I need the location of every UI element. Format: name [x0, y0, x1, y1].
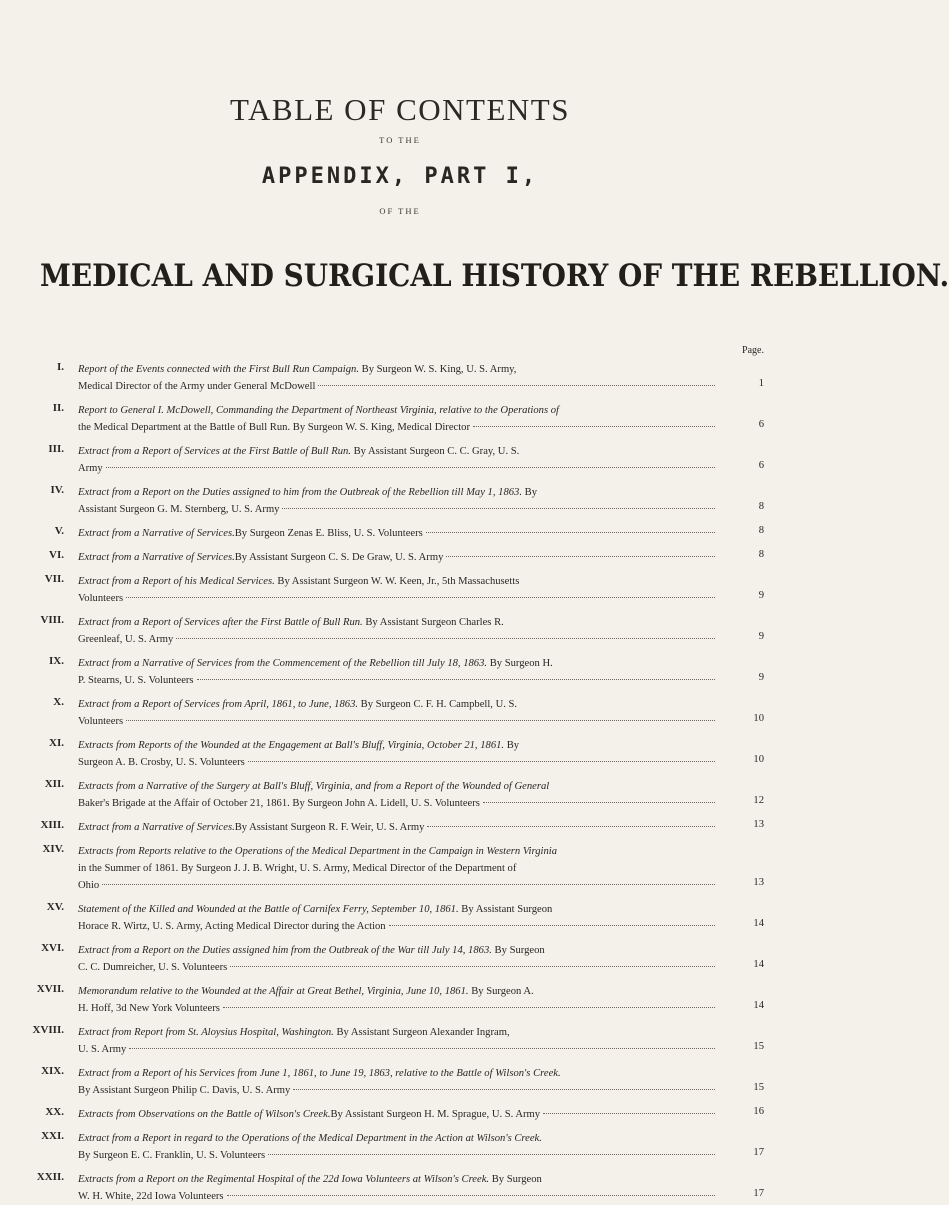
toc-entry-page-number: 15 — [753, 1041, 764, 1052]
toc-entry-last-line: Horace R. Wirtz, U. S. Army, Acting Medical Director during the Action — [78, 921, 386, 932]
toc-entry-title: Extracts from Observations on the Battle of Wilson's Creek. — [78, 1109, 331, 1120]
dot-leader — [176, 638, 715, 639]
dot-leader — [227, 1195, 715, 1196]
toc-entry-author: By Assistant Surgeon Charles R. — [362, 617, 504, 628]
toc-entry-text — [78, 1171, 718, 1205]
toc-entry-title: Extract from a Narrative of Services from the Commencement of the Rebellion till July 18, 1863. — [78, 658, 488, 669]
toc-entry-page-number: 10 — [753, 713, 764, 724]
page-column-label: Page. — [742, 345, 764, 356]
toc-entry-continuation: in the Summer of 1861. By Surgeon J. J. B. Wright, U. S. Army, Medical Director of the Department of — [78, 863, 517, 874]
toc-entry-text — [78, 1130, 718, 1164]
toc-entry-author: By Assistant Surgeon R. F. Weir, U. S. Army — [234, 822, 425, 833]
dot-leader — [197, 679, 715, 680]
dot-leader — [282, 508, 715, 509]
dot-leader — [126, 597, 715, 598]
toc-entry-title: Extract from a Narrative of Services. — [78, 552, 235, 563]
toc-entry-title: Extracts from a Narrative of the Surgery at Ball's Bluff, Virginia, and from a Report of the Wounded of General — [78, 781, 550, 792]
toc-entry-title: Statement of the Killed and Wounded at the Battle of Carnifex Ferry, September 10, 1861. — [78, 904, 459, 915]
toc-entry-text — [78, 696, 718, 730]
toc-entry-text — [78, 443, 718, 477]
toc-entry-last-line: By Assistant Surgeon Philip C. Davis, U. S. Army — [78, 1085, 291, 1096]
toc-entry-page-number: 15 — [753, 1082, 764, 1093]
toc-entry-last-line: U. S. Army — [78, 1044, 127, 1055]
toc-entry-author: By Surgeon H. — [487, 658, 553, 669]
toc-entry-page-number: 14 — [753, 1000, 764, 1011]
toc-entry-text — [78, 1024, 718, 1058]
dot-leader — [230, 966, 715, 967]
toc-entry-author: By Surgeon W. S. King, U. S. Army, — [358, 364, 517, 375]
toc-entry-title: Extract from a Report of Services after the First Battle of Bull Run. — [78, 617, 363, 628]
toc-entry-numeral: XI. — [49, 737, 64, 749]
toc-entry-title: Memorandum relative to the Wounded at the Affair at Great Bethel, Virginia, June 10, 1861. — [78, 986, 469, 997]
toc-entry-text — [78, 901, 718, 935]
toc-entry-numeral: XVIII. — [32, 1024, 64, 1036]
appendix-heading: APPENDIX, PART I, — [261, 164, 539, 189]
toc-entry-title: Extract from a Report of Services from April, 1861, to June, 1863. — [78, 699, 359, 710]
toc-entry-title: Report to General I. McDowell, Commanding the Department of Northeast Virginia, relative to the Operations of — [78, 405, 559, 416]
toc-entry-numeral: XIV. — [42, 843, 64, 855]
toc-entry-numeral: XIII. — [40, 819, 64, 831]
toc-entry-author: By — [504, 740, 520, 751]
toc-entry-author: By Assistant Surgeon C. S. De Graw, U. S. Army — [234, 552, 444, 563]
toc-entry-page-number: 14 — [753, 918, 764, 929]
toc-entry-page-number: 10 — [753, 754, 764, 765]
toc-entry-title: Extracts from a Report on the Regimental Hospital of the 22d Iowa Volunteers at Wilson's Creek. — [78, 1174, 490, 1185]
dot-leader — [389, 925, 715, 926]
dot-leader — [483, 802, 715, 803]
toc-entry-text — [78, 1106, 718, 1123]
toc-entry-author: By Surgeon — [491, 945, 545, 956]
toc-entry-page-number: 9 — [758, 631, 764, 642]
toc-entry-numeral: I. — [56, 361, 64, 373]
toc-entry-text — [78, 402, 718, 436]
dot-leader — [473, 426, 715, 427]
toc-entry-text — [78, 942, 718, 976]
toc-entry-page-number: 6 — [758, 419, 764, 430]
toc-entry-title: Extracts from Reports of the Wounded at the Engagement at Ball's Bluff, Virginia, October 21, 1861. — [78, 740, 505, 751]
toc-entry-text — [78, 549, 718, 566]
toc-entry-text — [78, 819, 718, 836]
dot-leader — [318, 385, 715, 386]
toc-entry-numeral: XXI. — [41, 1130, 64, 1142]
toc-entry-last-line: Volunteers — [78, 593, 124, 604]
dot-leader — [106, 467, 715, 468]
toc-entry-last-line: Army — [78, 463, 103, 474]
toc-entry-page-number: 12 — [753, 795, 764, 806]
toc-entry-numeral: XIX. — [41, 1065, 64, 1077]
toc-entry-page-number: 13 — [753, 877, 764, 888]
toc-entry-page-number: 14 — [753, 959, 764, 970]
toc-entry-numeral: V. — [54, 525, 64, 537]
toc-entry-last-line: W. H. White, 22d Iowa Volunteers — [78, 1191, 224, 1202]
toc-entry-numeral: XV. — [46, 901, 64, 913]
toc-entry-numeral: VI. — [49, 549, 64, 561]
toc-entry-text — [78, 655, 718, 689]
toc-entry-title: Extract from a Narrative of Services. — [78, 528, 235, 539]
toc-entry-title: Extract from a Report on the Duties assigned to him from the Outbreak of the Rebellion till May 1, 1863. — [78, 487, 522, 498]
toc-entry-author: By Assistant Surgeon C. C. Gray, U. S. — [350, 446, 520, 457]
page-title: TABLE OF CONTENTS — [230, 92, 570, 127]
toc-entry-last-line: C. C. Dumreicher, U. S. Volunteers — [78, 962, 228, 973]
toc-entry-author: By Assistant Surgeon Alexander Ingram, — [333, 1027, 510, 1038]
dot-leader — [427, 826, 715, 827]
toc-entry-author: By Assistant Surgeon H. M. Sprague, U. S. Army — [330, 1109, 541, 1120]
toc-entry-page-number: 8 — [758, 525, 764, 536]
toc-entry-text — [78, 484, 718, 518]
dot-leader — [446, 556, 715, 557]
toc-entry-text — [78, 737, 718, 771]
toc-entry-page-number: 8 — [758, 549, 764, 560]
toc-entry-text — [78, 573, 718, 607]
toc-entry-text — [78, 361, 718, 395]
toc-entry-title: Extract from a Narrative of Services. — [78, 822, 235, 833]
toc-entry-text — [78, 843, 718, 894]
toc-entry-title: Extracts from Reports relative to the Operations of the Medical Department in the Campaign in Western Virginia — [78, 846, 558, 857]
toc-entry-numeral: XII. — [44, 778, 64, 790]
toc-entry-last-line: Baker's Brigade at the Affair of October 21, 1861. By Surgeon John A. Lidell, U. S. Volunteers — [78, 798, 480, 809]
toc-entry-last-line: H. Hoff, 3d New York Volunteers — [78, 1003, 220, 1014]
toc-entry-page-number: 16 — [753, 1106, 764, 1117]
dot-leader — [223, 1007, 715, 1008]
toc-entry-numeral: X. — [53, 696, 64, 708]
toc-entry-title: Extract from a Report of his Medical Services. — [78, 576, 275, 587]
toc-entry-last-line: the Medical Department at the Battle of Bull Run. By Surgeon W. S. King, Medical Director — [78, 422, 470, 433]
toc-entry-last-line: Assistant Surgeon G. M. Sternberg, U. S. Army — [78, 504, 280, 515]
of-the-label: OF THE — [379, 206, 421, 216]
toc-entry-numeral: III. — [48, 443, 64, 455]
dot-leader — [293, 1089, 715, 1090]
toc-entry-title: Extract from a Report of Services at the First Battle of Bull Run. — [78, 446, 351, 457]
toc-entry-numeral: XVI. — [41, 942, 64, 954]
toc-entry-author: By Surgeon C. F. H. Campbell, U. S. — [358, 699, 518, 710]
toc-entry-author: By — [522, 487, 538, 498]
toc-entry-last-line: P. Stearns, U. S. Volunteers — [78, 675, 194, 686]
dot-leader — [426, 532, 715, 533]
toc-entry-text — [78, 778, 718, 812]
toc-entry-page-number: 17 — [753, 1188, 764, 1199]
toc-entry-title: Report of the Events connected with the First Bull Run Campaign. — [78, 364, 359, 375]
toc-entry-title: Extract from Report from St. Aloysius Hospital, Washington. — [78, 1027, 334, 1038]
toc-entry-page-number: 17 — [753, 1147, 764, 1158]
toc-entry-page-number: 13 — [753, 819, 764, 830]
toc-entry-text — [78, 983, 718, 1017]
toc-entry-last-line: Surgeon A. B. Crosby, U. S. Volunteers — [78, 757, 245, 768]
toc-entry-last-line: Greenleaf, U. S. Army — [78, 634, 174, 645]
toc-entry-text — [78, 1065, 718, 1099]
toc-entry-author: By Surgeon A. — [468, 986, 534, 997]
toc-entry-page-number: 6 — [758, 460, 764, 471]
toc-entry-author: By Assistant Surgeon — [458, 904, 553, 915]
toc-entry-page-number: 1 — [758, 378, 764, 389]
dot-leader — [102, 884, 715, 885]
toc-entry-title: Extract from a Report of his Services from June 1, 1861, to June 19, 1863, relative to the Battle of Wilson's Creek. — [78, 1068, 561, 1079]
toc-entry-numeral: XVII. — [36, 983, 64, 995]
toc-entry-last-line: Medical Director of the Army under General McDowell — [78, 381, 316, 392]
toc-entry-text — [78, 614, 718, 648]
toc-entry-author: By Assistant Surgeon W. W. Keen, Jr., 5th Massachusetts — [274, 576, 520, 587]
toc-entry-page-number: 8 — [758, 501, 764, 512]
toc-entry-page-number: 9 — [758, 672, 764, 683]
toc-entry-numeral: II. — [52, 402, 64, 414]
dot-leader — [248, 761, 715, 762]
dot-leader — [126, 720, 715, 721]
main-title: MEDICAL AND SURGICAL HISTORY OF THE REBELLION. — [40, 258, 949, 294]
toc-entry-numeral: XXII. — [36, 1171, 64, 1183]
toc-entry-last-line: Ohio — [78, 880, 100, 891]
toc-entry-numeral: VIII. — [40, 614, 64, 626]
dot-leader — [543, 1113, 715, 1114]
toc-entry-numeral: XX. — [45, 1106, 64, 1118]
toc-entry-last-line: Volunteers — [78, 716, 124, 727]
toc-entry-page-number: 9 — [758, 590, 764, 601]
toc-entry-text — [78, 525, 718, 542]
toc-entry-numeral: VII. — [44, 573, 64, 585]
toc-entry-author: By Surgeon — [489, 1174, 542, 1185]
toc-entry-numeral: IX. — [49, 655, 64, 667]
toc-entry-author: By Surgeon Zenas E. Bliss, U. S. Volunteers — [234, 528, 423, 539]
toc-entry-last-line: By Surgeon E. C. Franklin, U. S. Volunteers — [78, 1150, 266, 1161]
dot-leader — [268, 1154, 715, 1155]
toc-entry-title: Extract from a Report on the Duties assigned him from the Outbreak of the War till July 14, 1863. — [78, 945, 492, 956]
toc-entry-numeral: IV. — [50, 484, 64, 496]
to-the-label: TO THE — [379, 135, 421, 145]
dot-leader — [129, 1048, 715, 1049]
toc-entry-title: Extract from a Report in regard to the Operations of the Medical Department in the Action at Wilson's Creek. — [78, 1133, 542, 1144]
